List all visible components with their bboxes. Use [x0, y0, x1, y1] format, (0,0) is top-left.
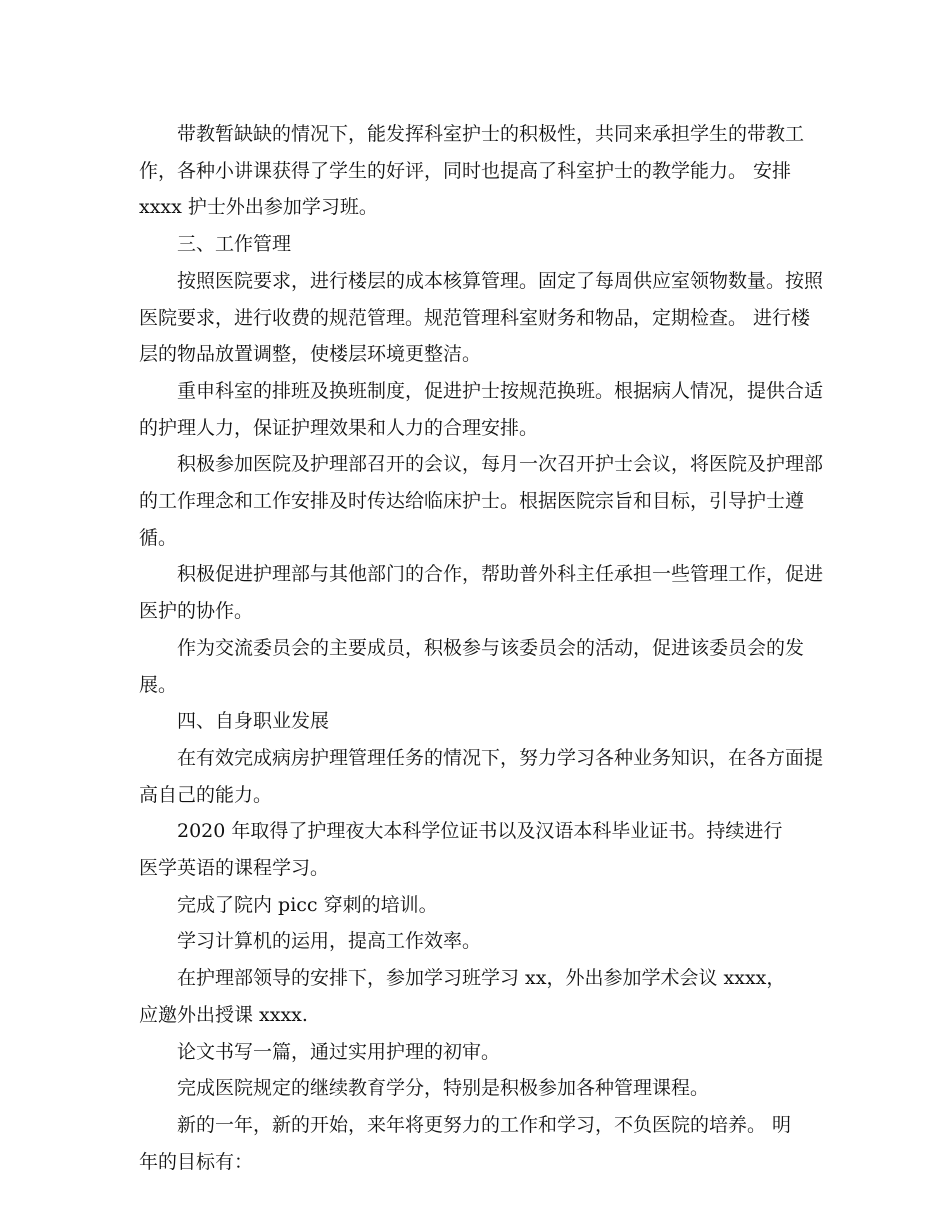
paragraph-continuing-education: 完成医院规定的继续教育学分，特别是积极参加各种管理课程。: [177, 1077, 710, 1100]
paragraph-learning: 在有效完成病房护理管理任务的情况下，努力学习各种业务知识，在各方面提高自己的能力。: [139, 746, 824, 806]
paragraph-scheduling: 重申科室的排班及换班制度，促进护士按规范换班。根据病人情况，提供合适的护理人力，保证护理效果和人力的合理安排。: [139, 379, 824, 439]
paragraph-teaching: 带教暂缺缺的情况下，能发挥科室护士的积极性，共同来承担学生的带教工作，各种小讲课获得了学生的好评，同时也提高了科室护士的教学能力。 安排 xxxx 护士外出参加学习班。: [139, 123, 805, 219]
section-heading-career-development: 四、自身职业发展: [177, 710, 330, 733]
paragraph-cost-management: 按照医院要求，进行楼层的成本核算管理。固定了每周供应室领物数量。按照医院要求，进行收费的规范管理。规范管理科室财务和物品，定期检查。 进行楼层的物品放置调整，使楼层环境更整洁。: [139, 269, 824, 366]
section-heading-work-management: 三、工作管理: [177, 233, 292, 256]
paragraph-picc-training: 完成了院内 picc 穿刺的培训。: [177, 893, 438, 916]
paragraph-next-year: 新的一年，新的开始，来年将更努力的工作和学习，不负医院的培养。 明年的目标有：: [139, 1113, 792, 1173]
paragraph-computer: 学习计算机的运用，提高工作效率。: [177, 930, 482, 953]
document-body: [139, 116, 829, 1180]
paragraph-cooperation: 积极促进护理部与其他部门的合作，帮助普外科主任承担一些管理工作，促进医护的协作。: [139, 563, 824, 623]
paragraph-meetings: 积极参加医院及护理部召开的会议，每月一次召开护士会议，将医院及护理部的工作理念和工作安排及时传达给临床护士。根据医院宗旨和目标，引导护士遵循。: [139, 453, 824, 549]
paragraph-thesis: 论文书写一篇，通过实用护理的初审。: [177, 1040, 501, 1063]
paragraph-conferences: 在护理部领导的安排下，参加学习班学习 xx，外出参加学术会议 xxxx，应邀外出授课 xxxx.: [139, 967, 786, 1026]
paragraph-committee: 作为交流委员会的主要成员，积极参与该委员会的活动，促进该委员会的发展。: [139, 636, 805, 696]
paragraph-certificates: 2020 年取得了护理夜大本科学位证书以及汉语本科毕业证书。持续进行医学英语的课程学习。: [139, 820, 783, 880]
